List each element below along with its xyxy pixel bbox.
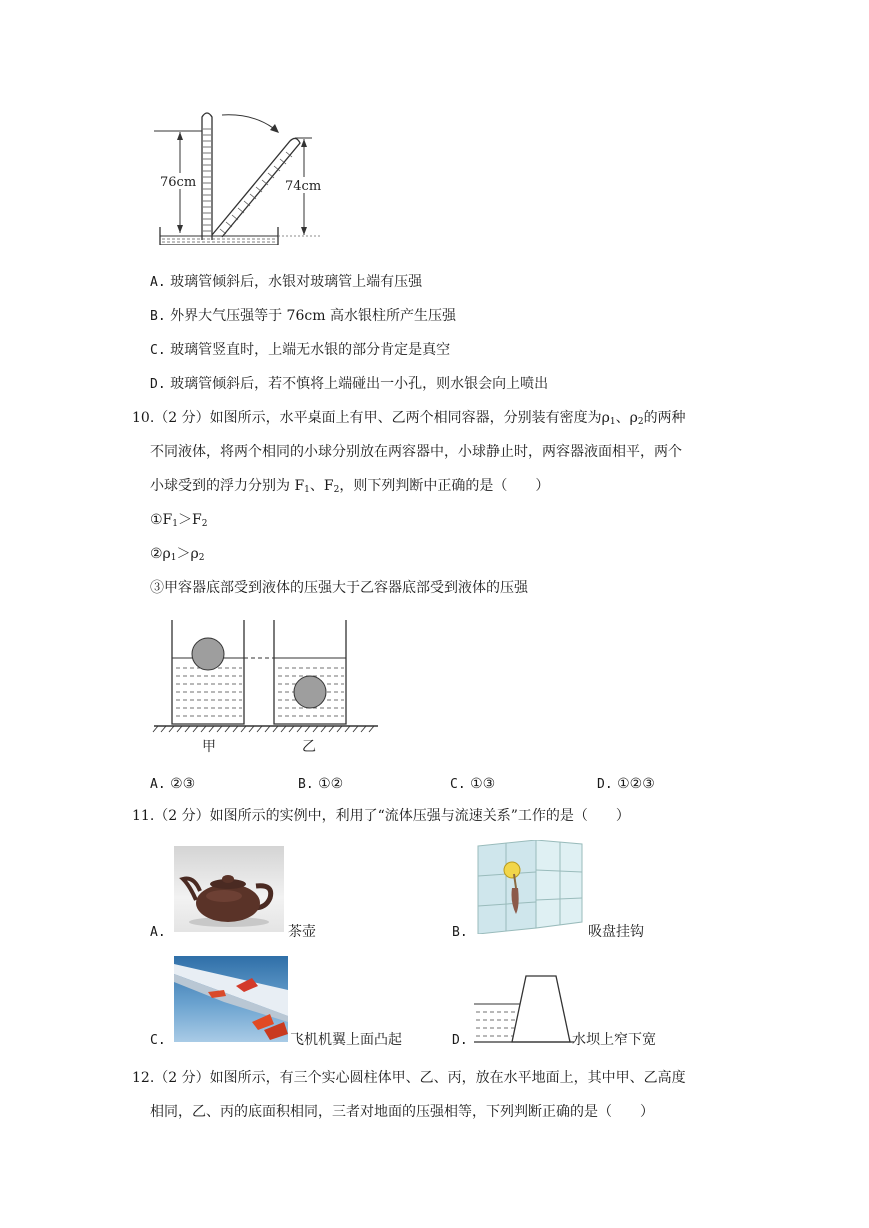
q9-option-a: A. 玻璃管倾斜后，水银对玻璃管上端有压强 (150, 274, 423, 290)
q9-option-d: D. 玻璃管倾斜后，若不慎将上端碰出一小孔，则水银会向上喷出 (150, 376, 549, 392)
q10-statement-1: $①F_1>F_2$ (150, 512, 208, 529)
q10-option-d: D. ①②③ (597, 776, 655, 792)
q10-stem-line1: 10.（2 分）如图所示，水平桌面上有甲、乙两个相同容器，分别装有密度为$\rho_1$、$\rho_2$的两种 (132, 410, 686, 427)
q9-option-b: B. 外界大气压强等于 76cm 高水银柱所产生压强 (150, 308, 456, 324)
suction-hook-image (476, 840, 584, 934)
q11-stem: 11.（2 分）如图所示的实例中，利用了“流体压强与流速关系”工作的是（ ） (132, 808, 630, 824)
q9-option-c: C. 玻璃管竖直时，上端无水银的部分肯定是真空 (150, 342, 451, 358)
label-76cm: 76cm (160, 175, 197, 190)
teapot-image (174, 846, 284, 932)
q11-option-a-letter: A. (150, 925, 166, 940)
q10-stem-line2: 不同液体，将两个相同的小球分别放在两容器中，小球静止时，两容器液面相平，两个 (150, 444, 682, 460)
q10-option-c: C. ①③ (450, 776, 496, 792)
q11-option-d-caption: 水坝上窄下宽 (572, 1032, 656, 1048)
q10-option-b: B. ①② (298, 776, 344, 792)
q12-stem-line2: 相同，乙、丙的底面积相同，三者对地面的压强相等，下列判断正确的是（ ） (150, 1104, 654, 1120)
label-yi: 乙 (302, 739, 316, 755)
q10-statement-3: ③甲容器底部受到液体的压强大于乙容器底部受到液体的压强 (150, 580, 528, 596)
dam-figure (474, 972, 576, 1044)
q12-stem-line1: 12.（2 分）如图所示，有三个实心圆柱体甲、乙、丙，放在水平地面上，其中甲、乙高度 (132, 1070, 686, 1086)
label-74cm: 74cm (285, 179, 322, 194)
q11-option-c-letter: C. (150, 1033, 166, 1048)
airplane-wing-image (174, 956, 288, 1042)
containers-figure (150, 616, 385, 756)
q11-option-b-caption: 吸盘挂钩 (588, 924, 644, 940)
q10-statement-2: $②\rho_1>\rho_2$ (150, 546, 205, 563)
q11-option-d-letter: D. (452, 1033, 468, 1048)
q11-option-a-caption: 茶壶 (288, 924, 316, 940)
q11-option-b-letter: B. (452, 925, 468, 940)
q10-option-a: A. ②③ (150, 776, 196, 792)
q10-stem-line3: 小球受到的浮力分别为 $F_1$、$F_2$，则下列判断中正确的是（ ） (150, 478, 550, 495)
q11-option-c-caption: 飞机机翼上面凸起 (290, 1032, 402, 1048)
torricelli-figure (150, 105, 330, 245)
label-jia: 甲 (202, 739, 216, 755)
